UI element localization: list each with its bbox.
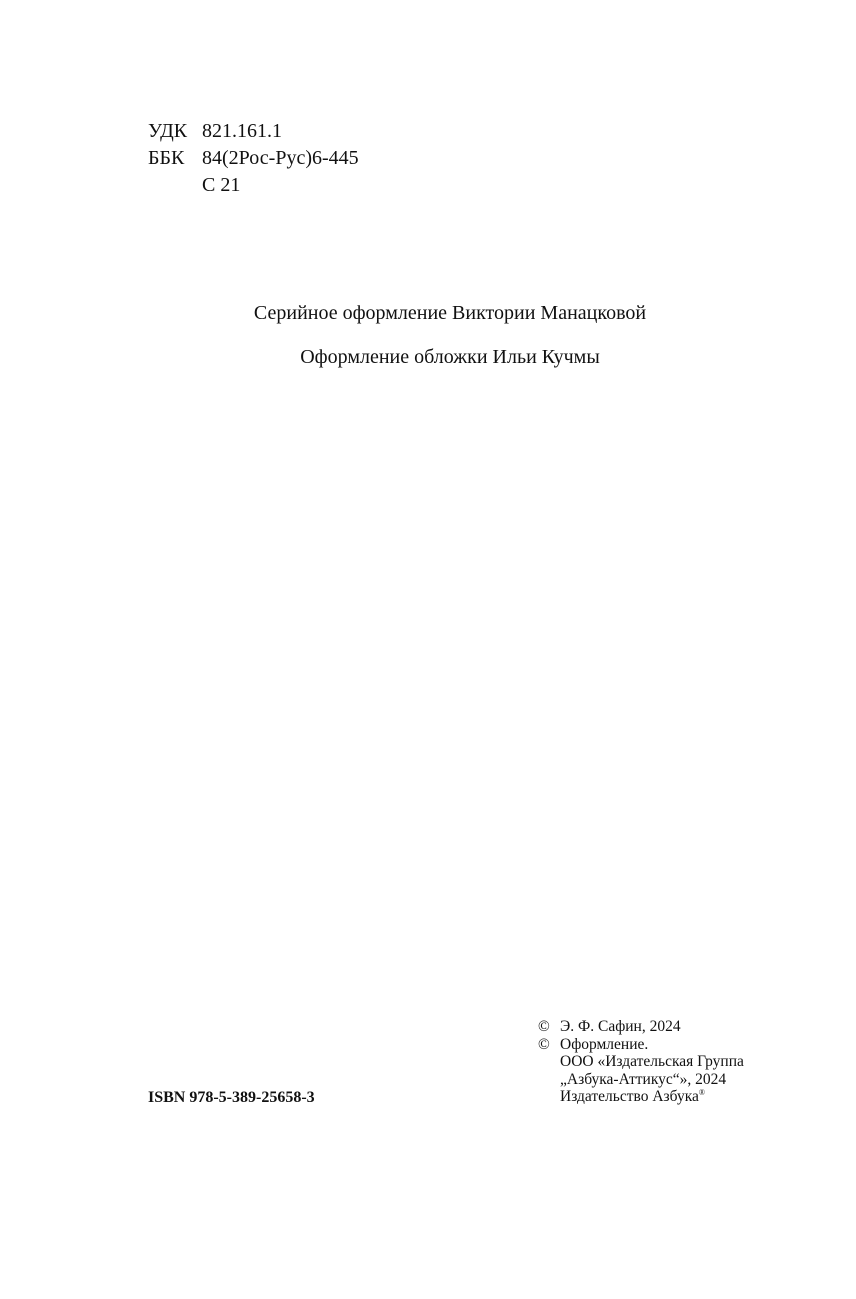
udk-label: УДК — [148, 120, 188, 142]
copyright-author-row — [538, 1018, 744, 1036]
udk-row — [148, 118, 359, 145]
isbn: ISBN 978-5-389-25658-3 — [148, 1089, 315, 1106]
copyright-design-label: Оформление. — [560, 1035, 649, 1053]
publisher-line-1: ООО «Издательская Группа — [560, 1053, 744, 1071]
copyright-author: Э. Ф. Сафин, 2024 — [560, 1018, 681, 1035]
publisher-line-2: „Азбука-Аттикус“», 2024 — [560, 1070, 727, 1088]
copyright-symbol: © — [538, 1035, 550, 1053]
publisher-name: Издательство Азбука — [560, 1088, 699, 1106]
cover-design-credit: Оформление обложки Ильи Кучмы — [300, 346, 600, 368]
series-design-credit: Серийное оформление Виктории Манацковой — [253, 302, 647, 324]
bbk-value: 84(2Рос-Рус)6-445 — [202, 147, 359, 169]
author-mark-row — [148, 172, 359, 199]
bbk-label: ББК — [148, 147, 185, 169]
copyright-block — [538, 1018, 744, 1106]
registered-trademark-mark: ® — [698, 1088, 705, 1098]
copyright-symbol: © — [538, 1018, 550, 1035]
author-mark: С 21 — [202, 174, 241, 196]
bbk-row — [148, 145, 359, 172]
copyright-design-row — [538, 1036, 744, 1054]
library-classification — [148, 118, 359, 199]
publisher-line-3 — [538, 1088, 744, 1106]
udk-value: 821.161.1 — [202, 120, 282, 142]
